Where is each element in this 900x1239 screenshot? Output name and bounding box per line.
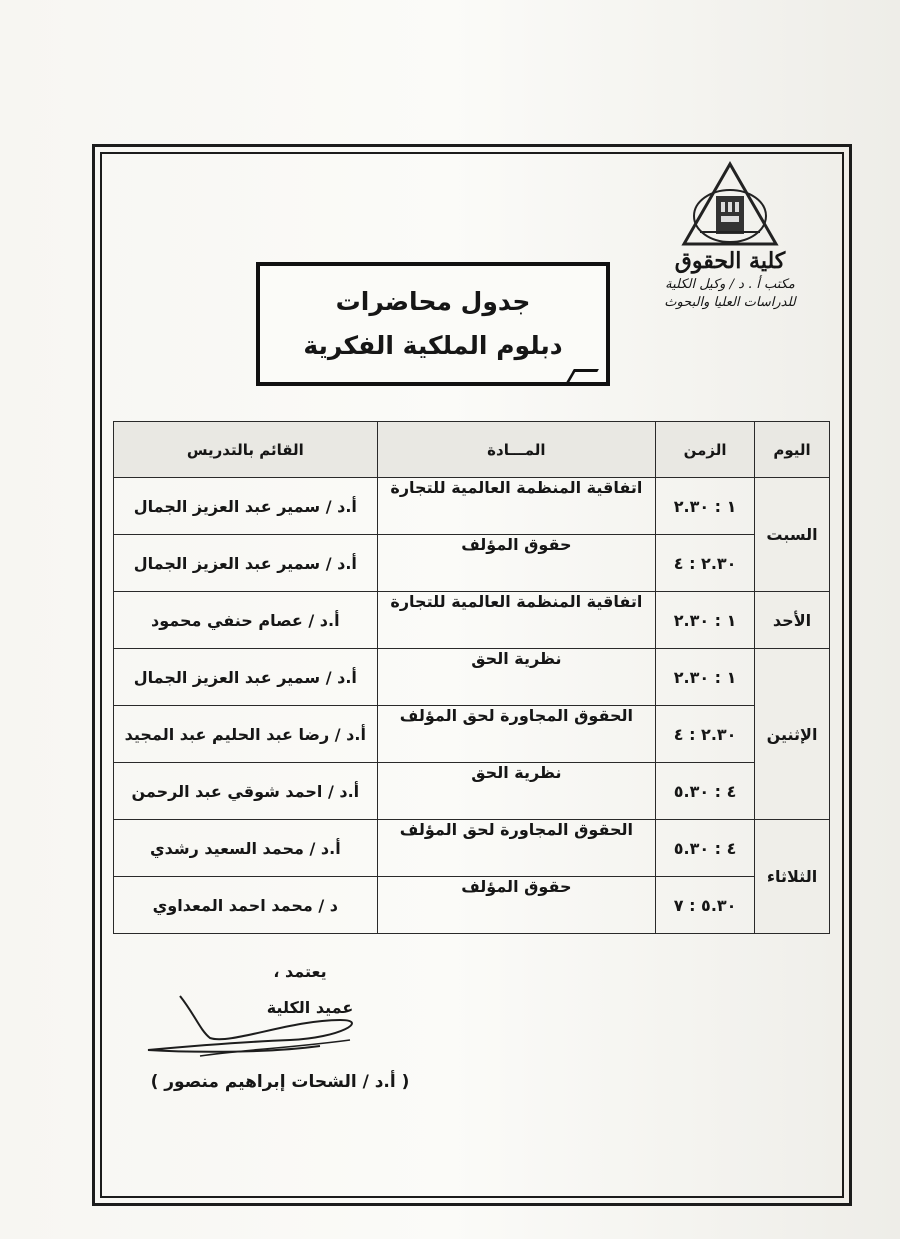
table-row	[114, 535, 830, 592]
office-address	[630, 276, 830, 312]
office-line-1: مكتب أ . د / وكيل الكلية	[665, 277, 795, 292]
approval-label: يعتمد ،	[273, 962, 327, 981]
time-cell: ٤ : ٥.٣٠	[656, 763, 755, 820]
time-cell: ٢.٣٠ : ٤	[656, 535, 755, 592]
teacher-cell: أ.د / سمير عبد العزيز الجمال	[114, 535, 378, 592]
table-header-row	[114, 422, 830, 478]
teacher-cell: أ.د / سمير عبد العزيز الجمال	[114, 649, 378, 706]
day-cell-sunday: الأحد	[755, 592, 830, 649]
teacher-cell: أ.د / احمد شوقي عبد الرحمن	[114, 763, 378, 820]
subject-cell: حقوق المؤلف	[377, 877, 656, 934]
day-cell-monday: الإثنين	[755, 649, 830, 820]
header-teacher: القائم بالتدريس	[114, 422, 378, 478]
table-row	[114, 877, 830, 934]
handwritten-signature	[140, 990, 370, 1070]
dean-role: عميد الكلية	[266, 998, 354, 1017]
header-day: اليوم	[755, 422, 830, 478]
subject-cell: نظرية الحق	[377, 649, 656, 706]
time-cell: ١ : ٢.٣٠	[656, 478, 755, 535]
subject-cell: اتفاقية المنظمة العالمية للتجارة	[377, 592, 656, 649]
faculty-name: كلية الحقوق	[674, 248, 786, 274]
time-cell: ١ : ٢.٣٠	[656, 649, 755, 706]
teacher-cell: أ.د / عصام حنفي محمود	[114, 592, 378, 649]
table-row	[114, 592, 830, 649]
time-cell: ١ : ٢.٣٠	[656, 592, 755, 649]
teacher-cell: أ.د / محمد السعيد رشدي	[114, 820, 378, 877]
time-cell: ٤ : ٥.٣٠	[656, 820, 755, 877]
table-row	[114, 706, 830, 763]
teacher-cell: أ.د / سمير عبد العزيز الجمال	[114, 478, 378, 535]
lecture-schedule-table	[113, 421, 830, 934]
university-seal-logo	[680, 160, 780, 250]
day-cell-tuesday: الثلاثاء	[755, 820, 830, 934]
subject-cell: اتفاقية المنظمة العالمية للتجارة	[377, 478, 656, 535]
title-box	[256, 262, 610, 386]
time-cell: ٢.٣٠ : ٤	[656, 706, 755, 763]
page-subtitle: دبلوم الملكية الفكرية	[303, 331, 563, 360]
day-cell-saturday: السبت	[755, 478, 830, 592]
time-cell: ٥.٣٠ : ٧	[656, 877, 755, 934]
header-time: الزمن	[656, 422, 755, 478]
teacher-cell: أ.د / رضا عبد الحليم عبد المجيد	[114, 706, 378, 763]
table-row	[114, 649, 830, 706]
table-row	[114, 478, 830, 535]
dean-name: ( أ.د / الشحات إبراهيم منصور )	[150, 1072, 410, 1092]
subject-cell: الحقوق المجاورة لحق المؤلف	[377, 706, 656, 763]
table-row	[114, 820, 830, 877]
teacher-cell: د / محمد احمد المعداوي	[114, 877, 378, 934]
page-title: جدول محاضرات	[335, 287, 531, 316]
subject-cell: حقوق المؤلف	[377, 535, 656, 592]
table-row	[114, 763, 830, 820]
subject-cell: الحقوق المجاورة لحق المؤلف	[377, 820, 656, 877]
office-line-2: للدراسات العليا والبحوث	[664, 295, 796, 310]
header-subject: المـــادة	[377, 422, 656, 478]
subject-cell: نظرية الحق	[377, 763, 656, 820]
